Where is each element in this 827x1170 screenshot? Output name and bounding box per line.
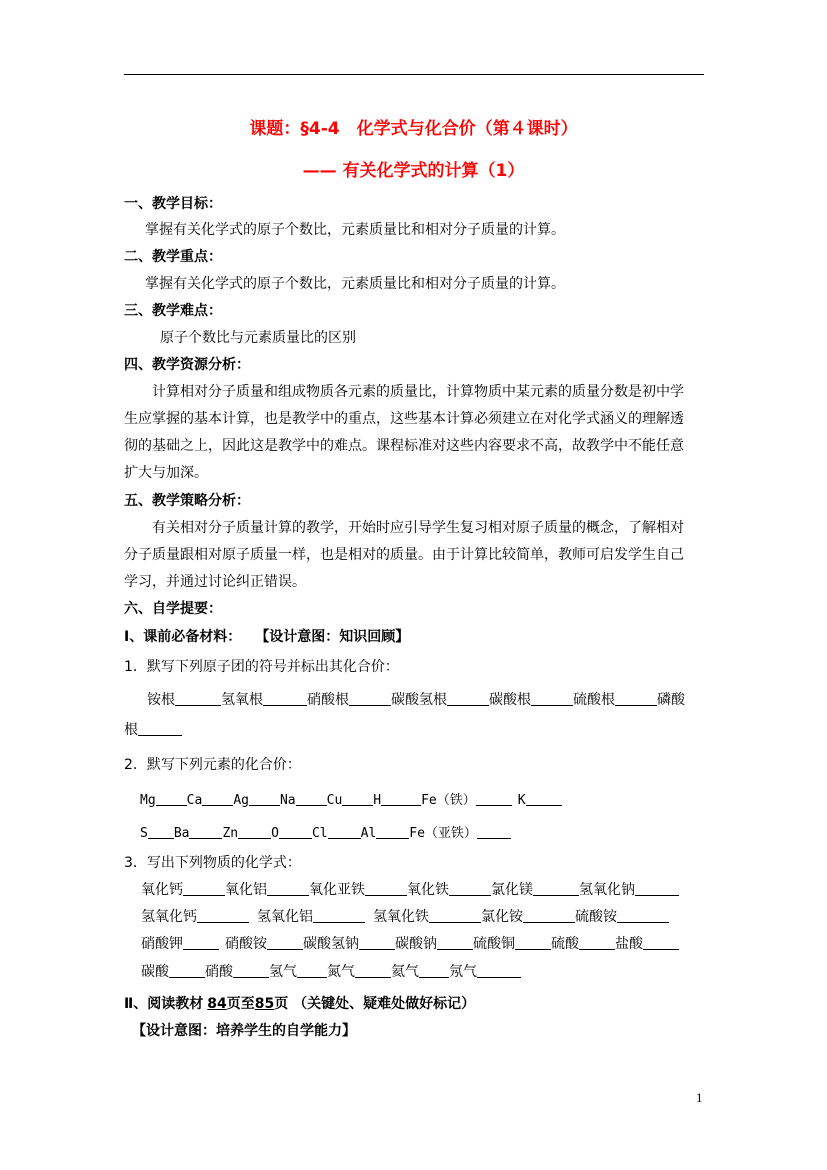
- item-label: 氯化镁: [491, 882, 533, 898]
- item-label: Na: [279, 793, 296, 808]
- item-label: K: [517, 793, 526, 808]
- page-to: 85: [254, 996, 275, 1012]
- answer-blank[interactable]: [477, 963, 521, 978]
- item-label: 硫酸根: [573, 692, 615, 708]
- answer-blank[interactable]: [189, 824, 222, 839]
- item-label: Cl: [311, 826, 328, 841]
- answer-blank[interactable]: [313, 908, 365, 923]
- item-label: 氯化铵: [481, 909, 523, 925]
- paragraph: 原子个数比与元素质量比的区别: [160, 330, 356, 346]
- paragraph-line: 分子质量跟相对原子质量一样，也是相对的质量。由于计算比较简单，教师可启发学生自己: [124, 547, 684, 563]
- answer-blank[interactable]: [202, 791, 233, 806]
- paragraph: 掌握有关化学式的原子个数比，元素质量比和相对分子质量的计算。: [145, 222, 565, 238]
- blank-row: [141, 906, 669, 926]
- blank-row: [141, 879, 679, 899]
- answer-blank[interactable]: [296, 791, 327, 806]
- item-label: 盐酸: [615, 936, 643, 952]
- answer-blank[interactable]: [359, 935, 395, 950]
- header-rule: [124, 74, 704, 75]
- answer-blank[interactable]: [267, 935, 303, 950]
- item-label: 硫酸铵: [575, 909, 617, 925]
- answer-blank[interactable]: [342, 791, 373, 806]
- page-from: 84: [207, 996, 227, 1012]
- answer-blank[interactable]: [233, 963, 269, 978]
- answer-blank[interactable]: [617, 908, 669, 923]
- item-label: 氧化钙: [141, 882, 183, 898]
- item-label: 铵根: [147, 692, 175, 708]
- page-title: 课题：§4-4 化学式与化合价（第４课时）: [249, 119, 578, 139]
- item-label: 根: [124, 722, 138, 738]
- answer-blank[interactable]: [238, 824, 271, 839]
- answer-blank[interactable]: [615, 691, 657, 706]
- answer-blank[interactable]: [148, 824, 174, 839]
- answer-blank[interactable]: [643, 935, 679, 950]
- section-heading: 四、教学资源分析：: [124, 357, 250, 373]
- answer-blank[interactable]: [183, 881, 225, 896]
- item-label: 氮气: [327, 964, 355, 980]
- answer-blank[interactable]: [156, 791, 187, 806]
- answer-blank[interactable]: [515, 935, 551, 950]
- paragraph-line: 扩大与加深。: [124, 465, 208, 481]
- answer-blank[interactable]: [183, 935, 219, 950]
- item-label: 氢氧化铝: [257, 909, 313, 925]
- answer-blank[interactable]: [531, 691, 573, 706]
- item-label: Fe（铁）: [421, 793, 476, 808]
- item-label: Ag: [233, 793, 249, 808]
- item-label: 硝酸钾: [141, 936, 183, 952]
- section-heading: 五、教学策略分析：: [124, 493, 250, 509]
- item-label: 磷酸: [657, 692, 685, 708]
- part-label: Ⅰ、课前必备材料：: [124, 629, 242, 645]
- section-heading: 六、自学提要：: [124, 601, 222, 617]
- answer-blank[interactable]: [328, 824, 361, 839]
- item-label: 氧化亚铁: [309, 882, 365, 898]
- item-label: 氖气: [449, 964, 477, 980]
- part-heading: [124, 626, 409, 646]
- item-label: 硝酸铵: [225, 936, 267, 952]
- item-label: Ba: [173, 826, 190, 841]
- answer-blank[interactable]: [447, 691, 489, 706]
- item-label: O: [271, 826, 279, 841]
- answer-blank[interactable]: [437, 935, 473, 950]
- question-title: 1．默写下列原子团的符号并标出其化合价：: [124, 659, 399, 675]
- item-label: S: [140, 826, 148, 841]
- design-intent: 【设计意图：培养学生的自学能力】: [132, 1023, 356, 1039]
- answer-blank[interactable]: [376, 824, 409, 839]
- blank-row: [141, 933, 679, 953]
- answer-blank[interactable]: [449, 881, 491, 896]
- item-label: 氢氧化铁: [373, 909, 429, 925]
- answer-blank[interactable]: [365, 881, 407, 896]
- design-intent: 【设计意图：知识回顾】: [255, 629, 410, 645]
- answer-blank[interactable]: [477, 824, 511, 839]
- item-label: 硝酸: [205, 964, 233, 980]
- paragraph: 掌握有关化学式的原子个数比，元素质量比和相对分子质量的计算。: [145, 276, 565, 292]
- answer-blank[interactable]: [263, 691, 307, 706]
- answer-blank[interactable]: [526, 791, 562, 806]
- part-heading: [124, 993, 475, 1013]
- item-label: 硫酸铜: [473, 936, 515, 952]
- item-label: Fe（亚铁）: [409, 826, 477, 841]
- item-label: 氧化铝: [225, 882, 267, 898]
- page-number: 1: [696, 1090, 703, 1105]
- item-label: Cu: [326, 793, 343, 808]
- item-label: 硫酸: [551, 936, 579, 952]
- paragraph-line: 学习，并通过讨论纠正错误。: [124, 574, 306, 590]
- item-label: 氢氧化钙: [141, 909, 197, 925]
- answer-blank[interactable]: [297, 963, 327, 978]
- item-label: 碳酸: [141, 964, 169, 980]
- item-label: Al: [360, 826, 377, 841]
- blank-row: [141, 961, 521, 981]
- answer-blank[interactable]: [523, 908, 575, 923]
- item-label: 氢气: [269, 964, 297, 980]
- item-label: 碳酸氢钠: [303, 936, 359, 952]
- paragraph-line: 生应掌握的基本计算，也是教学中的重点，这些基本计算必须建立在对化学式涵义的理解透: [124, 411, 684, 427]
- section-heading: 一、教学目标：: [124, 196, 222, 212]
- item-label: H: [373, 793, 382, 808]
- answer-blank[interactable]: [381, 791, 421, 806]
- paragraph-line: 计算相对分子质量和组成物质各元素的质量比，计算物质中某元素的质量分数是初中学: [152, 384, 684, 400]
- section-heading: 三、教学难点：: [124, 303, 222, 319]
- answer-blank[interactable]: [579, 935, 615, 950]
- section-heading: 二、教学重点：: [124, 249, 222, 265]
- answer-blank[interactable]: [635, 881, 679, 896]
- answer-blank[interactable]: [355, 963, 391, 978]
- item-label: 氢氧化钠: [579, 882, 635, 898]
- answer-blank[interactable]: [267, 881, 309, 896]
- item-label: Mg: [140, 793, 156, 808]
- answer-blank[interactable]: [279, 824, 312, 839]
- answer-blank[interactable]: [349, 691, 391, 706]
- answer-blank[interactable]: [197, 908, 249, 923]
- paragraph-line: 有关相对分子质量计算的教学，开始时应引导学生复习相对原子质量的概念，了解相对: [152, 520, 684, 536]
- answer-blank[interactable]: [533, 881, 579, 896]
- item-label: Ca: [186, 793, 203, 808]
- answer-blank[interactable]: [476, 791, 512, 806]
- item-label: 碳酸钠: [395, 936, 437, 952]
- part-text: 页 （关键处、疑难处做好标记）: [274, 996, 476, 1012]
- item-label: 碳酸根: [489, 692, 531, 708]
- answer-blank[interactable]: [175, 691, 221, 706]
- item-label: Zn: [222, 826, 239, 841]
- answer-blank[interactable]: [419, 963, 449, 978]
- item-label: 硝酸根: [307, 692, 349, 708]
- blank-row: [140, 822, 511, 841]
- answer-blank[interactable]: [138, 721, 182, 736]
- item-label: 氦气: [391, 964, 419, 980]
- question-title: 3．写出下列物质的化学式：: [124, 855, 301, 871]
- item-label: 碳酸氢根: [391, 692, 447, 708]
- answer-blank[interactable]: [429, 908, 481, 923]
- blank-row: [147, 689, 685, 709]
- answer-blank[interactable]: [169, 963, 205, 978]
- item-label: 氧化铁: [407, 882, 449, 898]
- part-text: 页至: [226, 996, 255, 1012]
- item-label: 氢氧根: [221, 692, 263, 708]
- blank-row: [140, 789, 562, 808]
- part-label: Ⅱ、阅读教材: [124, 996, 204, 1012]
- question-title: 2．默写下列元素的化合价：: [124, 757, 301, 773]
- answer-blank[interactable]: [249, 791, 280, 806]
- blank-row: [124, 719, 182, 739]
- paragraph-line: 彻的基础之上，因此这是教学中的难点。课程标准对这些内容要求不高，故教学中不能任意: [124, 438, 684, 454]
- page-subtitle: —— 有关化学式的计算（1）: [302, 161, 525, 181]
